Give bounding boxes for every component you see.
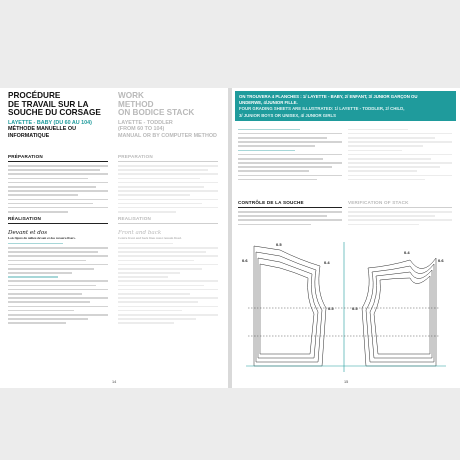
en-section-preparation: PREPARATION [118, 154, 153, 159]
grade-label-2: 0.5 [276, 242, 282, 247]
fr-control-block [238, 200, 342, 228]
grade-label-1: 0.6 [242, 258, 248, 263]
fr-title: PROCÉDURE DE TRAVAIL SUR LA SOUCHE DU CORSAGE [8, 91, 101, 118]
fr-rule-3 [238, 207, 342, 208]
en-section-verification: VERIFICATION OF STACK [348, 200, 409, 205]
fr-section-realisation: RÉALISATION [8, 216, 41, 221]
grade-label-7: 0.6 [438, 258, 444, 263]
grading-sheets-banner [235, 91, 456, 121]
en-subtitle-teal: LAYETTE - TODDLER (FROM 60 TO 104) [118, 119, 173, 133]
fr-rule-2 [8, 223, 108, 224]
en-realisation-lines [118, 243, 218, 324]
fr-rule [8, 161, 108, 162]
banner-line-1: ON TROUVERA 4 PLANCHES : 1/ LAYETTE - BABY, 2/ ENFANT, 3/ JUNIOR GARÇON OU [239, 94, 418, 99]
fr-preparation-lines [8, 165, 108, 213]
left-page [0, 88, 228, 388]
grade-label-5: 0.5 [352, 306, 358, 311]
en-heading-text: Centre front and back lines must remain fixed. [118, 236, 182, 240]
grade-label-4: 0.5 [328, 306, 334, 311]
en-table-block [348, 126, 452, 183]
fr-script-heading: Devant et dos [8, 230, 48, 236]
fr-realisation-block [8, 216, 108, 327]
en-header [118, 92, 218, 139]
en-rule-3 [348, 207, 452, 208]
fr-heading-text: Lois figure du milieu devant et dos recoura fixers. [8, 236, 76, 240]
fr-realisation-lines [8, 243, 108, 324]
fr-section-preparation: PRÉPARATION [8, 154, 43, 159]
banner-line-2: UNDERWE, 4/JUNIOR FILLE. [239, 100, 298, 106]
fr-table-block [238, 126, 342, 183]
banner-line-4: 3/ JUNIOR BOYS OR UNISEX, 4/ JUNIOR GIRLS [239, 112, 336, 118]
banner-line-3: FOUR GRADING SHEETS ARE ILLUSTRATED: 1/ LAYETTE - TODDLER, 2/ CHILD, [239, 106, 405, 112]
en-rule [118, 161, 218, 162]
right-page-number: 15 [344, 380, 349, 384]
en-rule-2 [118, 223, 218, 224]
fr-subtitle-teal: LAYETTE - BABY (DU 60 AU 104) [8, 119, 92, 126]
left-page-number: 14 [112, 380, 117, 384]
grade-label-6: 0.4 [404, 250, 410, 255]
fr-header [8, 92, 108, 139]
en-preparation-lines [118, 165, 218, 213]
en-verification-block [348, 200, 452, 228]
en-section-realisation: REALISATION [118, 216, 151, 221]
right-page [232, 88, 460, 388]
grade-label-3: 0.4 [324, 260, 330, 265]
fr-preparation-block [8, 154, 108, 215]
en-realisation-block [118, 216, 218, 327]
en-subtitle: MANUAL OR BY COMPUTER METHOD [118, 132, 217, 139]
fr-section-control: CONTRÔLE DE LA SOUCHE [238, 200, 304, 205]
bodice-grading-diagram [240, 238, 452, 376]
en-title: WORK METHOD ON BODICE STACK [118, 91, 195, 118]
en-script-heading: Front and back [118, 230, 162, 236]
fr-subtitle: MÉTHODE MANUELLE OU INFORMATIQUE [8, 126, 76, 139]
en-preparation-block [118, 154, 218, 215]
